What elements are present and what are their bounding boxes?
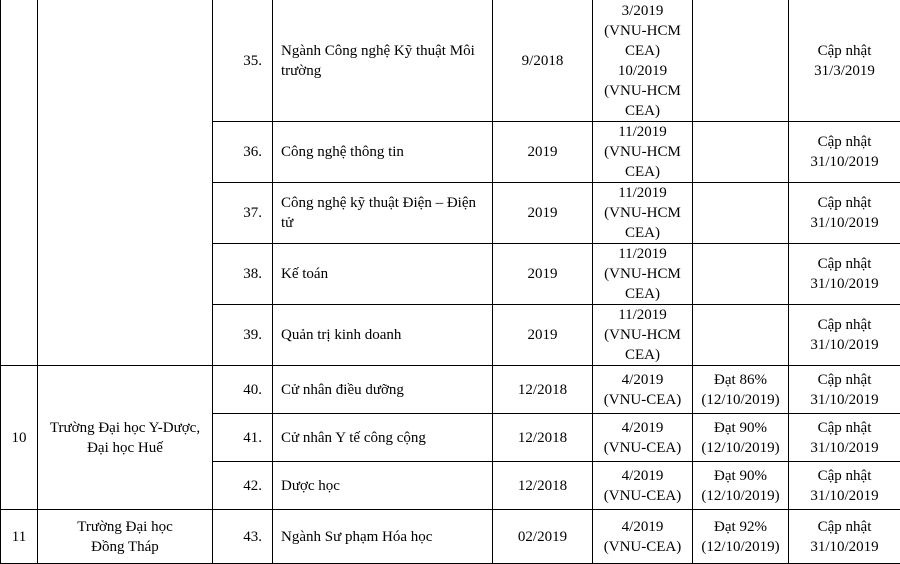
program-name <box>273 414 493 462</box>
program-name <box>273 183 493 244</box>
cell-text-line: Cập nhật <box>793 254 896 274</box>
update-note <box>789 366 900 414</box>
cell-text-line: Cử nhân Y tế công cộng <box>281 428 488 448</box>
external-evaluation <box>593 305 693 366</box>
evaluation-result <box>693 0 789 122</box>
cell-text-line: 31/10/2019 <box>793 213 896 233</box>
update-note <box>789 305 900 366</box>
cell-text-line: CEA) <box>597 162 688 182</box>
external-evaluation <box>593 183 693 244</box>
cell-text-line: (12/10/2019) <box>697 438 784 458</box>
cell-text-line: tử <box>281 213 488 233</box>
table-row <box>1 0 900 122</box>
cell-text-line: CEA) <box>597 223 688 243</box>
cell-text-line: Công nghệ kỹ thuật Điện – Điện <box>281 193 488 213</box>
update-note <box>789 462 900 510</box>
cell-text-line: 4/2019 <box>597 517 688 537</box>
cell-text-line: Đại học Huế <box>42 438 208 458</box>
cell-text-line: 31/10/2019 <box>793 438 896 458</box>
cell-text-line: 31/10/2019 <box>793 390 896 410</box>
table-row <box>1 510 900 564</box>
external-evaluation <box>593 510 693 564</box>
cell-text-line: 4/2019 <box>597 418 688 438</box>
evaluation-result <box>693 305 789 366</box>
cell-text-line: Đạt 92% <box>697 517 784 537</box>
program-number: 35. <box>213 0 273 122</box>
program-number: 40. <box>213 366 273 414</box>
cell-text-line: Ngành Công nghệ Kỹ thuật Môi <box>281 41 488 61</box>
update-note <box>789 414 900 462</box>
stt-cell: 10 <box>1 366 38 510</box>
program-number: 39. <box>213 305 273 366</box>
cell-text-line: 31/10/2019 <box>793 152 896 172</box>
cell-text-line: 31/10/2019 <box>793 274 896 294</box>
cell-text-line: (12/10/2019) <box>697 486 784 506</box>
evaluation-result <box>693 183 789 244</box>
cell-text-line: Cử nhân điều dưỡng <box>281 380 488 400</box>
cell-text-line: (VNU-HCM <box>597 81 688 101</box>
school-name-cell <box>38 510 213 564</box>
cell-text-line: 4/2019 <box>597 466 688 486</box>
cell-text-line: Đồng Tháp <box>42 537 208 557</box>
external-evaluation <box>593 414 693 462</box>
table-row <box>1 366 900 414</box>
external-evaluation <box>593 244 693 305</box>
cell-text-line: 31/10/2019 <box>793 335 896 355</box>
evaluation-result <box>693 414 789 462</box>
cell-text-line: Dược học <box>281 476 488 496</box>
self-assessment-year: 12/2018 <box>493 414 593 462</box>
evaluation-result <box>693 366 789 414</box>
cell-text-line: 4/2019 <box>597 370 688 390</box>
program-name <box>273 462 493 510</box>
update-note <box>789 244 900 305</box>
cell-text-line: CEA) <box>597 101 688 121</box>
cell-text-line: 11/2019 <box>597 244 688 264</box>
cell-text-line: (VNU-HCM <box>597 325 688 345</box>
self-assessment-year: 2019 <box>493 305 593 366</box>
cell-text-line: (VNU-HCM <box>597 264 688 284</box>
cell-text-line: Cập nhật <box>793 418 896 438</box>
cell-text-line: CEA) <box>597 41 688 61</box>
self-assessment-year: 2019 <box>493 183 593 244</box>
stt-cell <box>1 0 38 366</box>
cell-text-line: Cập nhật <box>793 41 896 61</box>
update-note <box>789 510 900 564</box>
cell-text-line: (VNU-HCM <box>597 21 688 41</box>
school-name-cell <box>38 366 213 510</box>
update-note <box>789 0 900 122</box>
program-number: 43. <box>213 510 273 564</box>
cell-text-line: (VNU-CEA) <box>597 390 688 410</box>
self-assessment-year: 12/2018 <box>493 366 593 414</box>
external-evaluation <box>593 366 693 414</box>
cell-text-line: Quản trị kinh doanh <box>281 325 488 345</box>
program-name <box>273 510 493 564</box>
evaluation-result <box>693 244 789 305</box>
cell-text-line: (12/10/2019) <box>697 390 784 410</box>
program-name <box>273 366 493 414</box>
cell-text-line: (VNU-CEA) <box>597 486 688 506</box>
cell-text-line: Cập nhật <box>793 315 896 335</box>
school-name-cell <box>38 0 213 366</box>
table-body <box>1 0 900 564</box>
program-name <box>273 122 493 183</box>
self-assessment-year: 2019 <box>493 244 593 305</box>
cell-text-line: Cập nhật <box>793 193 896 213</box>
cell-text-line: Kế toán <box>281 264 488 284</box>
self-assessment-year: 02/2019 <box>493 510 593 564</box>
self-assessment-year: 9/2018 <box>493 0 593 122</box>
cell-text-line: 31/10/2019 <box>793 537 896 557</box>
stt-cell: 11 <box>1 510 38 564</box>
cell-text-line: (12/10/2019) <box>697 537 784 557</box>
cell-text-line: Cập nhật <box>793 517 896 537</box>
external-evaluation <box>593 0 693 122</box>
update-note <box>789 183 900 244</box>
cell-text-line: 10/2019 <box>597 61 688 81</box>
cell-text-line: Công nghệ thông tin <box>281 142 488 162</box>
cell-text-line: Cập nhật <box>793 466 896 486</box>
cell-text-line: Đạt 90% <box>697 418 784 438</box>
external-evaluation <box>593 122 693 183</box>
cell-text-line: Đạt 86% <box>697 370 784 390</box>
program-number: 37. <box>213 183 273 244</box>
cell-text-line: Trường Đại học Y-Dược, <box>42 418 208 438</box>
cell-text-line: Cập nhật <box>793 132 896 152</box>
cell-text-line: (VNU-HCM <box>597 142 688 162</box>
self-assessment-year: 12/2018 <box>493 462 593 510</box>
cell-text-line: Ngành Sư phạm Hóa học <box>281 527 488 547</box>
cell-text-line: (VNU-CEA) <box>597 537 688 557</box>
cell-text-line: CEA) <box>597 284 688 304</box>
evaluation-result <box>693 462 789 510</box>
cell-text-line: 11/2019 <box>597 183 688 203</box>
program-number: 38. <box>213 244 273 305</box>
evaluation-result <box>693 122 789 183</box>
cell-text-line: Đạt 90% <box>697 466 784 486</box>
cell-text-line: Cập nhật <box>793 370 896 390</box>
cell-text-line: (VNU-HCM <box>597 203 688 223</box>
cell-text-line: 31/10/2019 <box>793 486 896 506</box>
self-assessment-year: 2019 <box>493 122 593 183</box>
program-number: 36. <box>213 122 273 183</box>
cell-text-line: 11/2019 <box>597 122 688 142</box>
cell-text-line: 3/2019 <box>597 1 688 21</box>
cell-text-line: 11/2019 <box>597 305 688 325</box>
cell-text-line: 31/3/2019 <box>793 61 896 81</box>
cell-text-line: Trường Đại học <box>42 517 208 537</box>
program-name <box>273 244 493 305</box>
program-name <box>273 0 493 122</box>
external-evaluation <box>593 462 693 510</box>
cell-text-line: CEA) <box>597 345 688 365</box>
cell-text-line: trường <box>281 61 488 81</box>
update-note <box>789 122 900 183</box>
program-name <box>273 305 493 366</box>
program-number: 41. <box>213 414 273 462</box>
cell-text-line: (VNU-CEA) <box>597 438 688 458</box>
evaluation-result <box>693 510 789 564</box>
program-number: 42. <box>213 462 273 510</box>
